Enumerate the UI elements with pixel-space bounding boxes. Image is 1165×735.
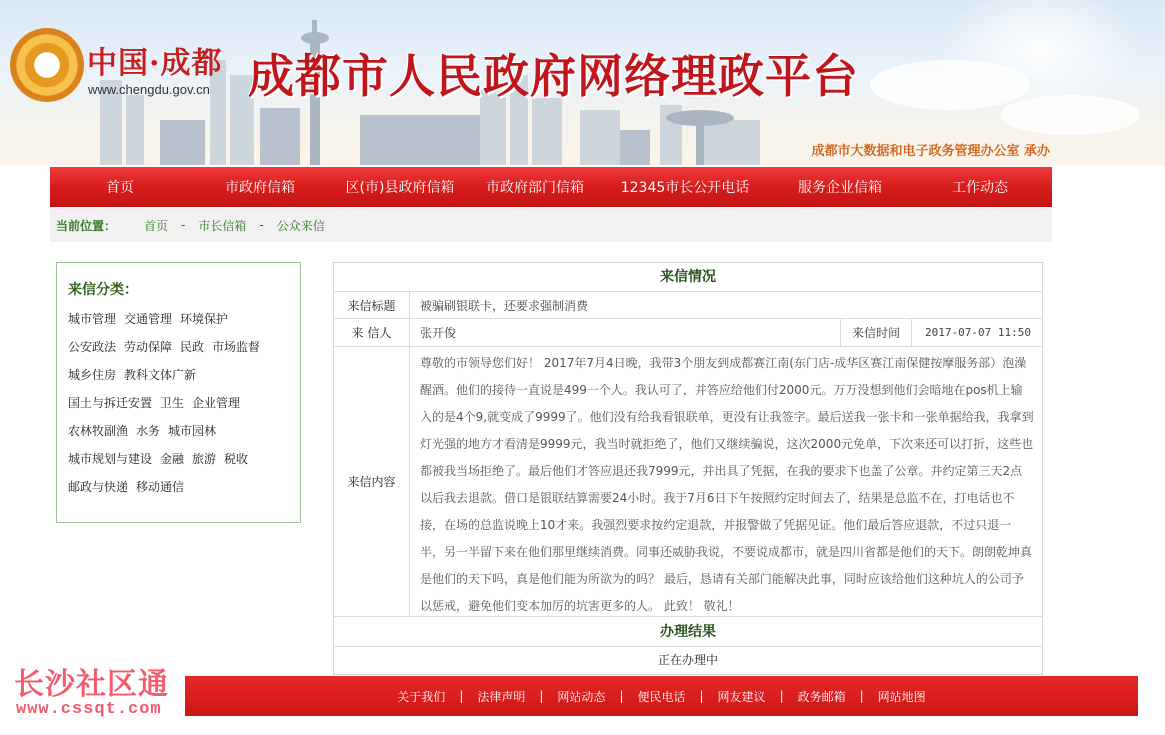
- nav-item-enterprise-mailbox[interactable]: 服务企业信箱: [798, 180, 882, 196]
- nav-item-work-news[interactable]: 工作动态: [952, 180, 1008, 196]
- nav-item-mayor-mailbox[interactable]: 市政府信箱: [225, 180, 295, 196]
- category-link[interactable]: 旅游: [192, 452, 217, 466]
- category-link[interactable]: 国土与拆迁安置: [68, 396, 153, 410]
- footer-link-news[interactable]: 网站动态: [557, 689, 606, 704]
- footer-separator: |: [779, 689, 784, 703]
- site-title: 成都市人民政府网络理政平台: [248, 49, 859, 103]
- breadcrumb: [50, 208, 1052, 242]
- time-label: 来信时间: [840, 319, 912, 346]
- sender-value: 张开俊: [420, 326, 457, 340]
- footer-link-legal[interactable]: 法律声明: [477, 689, 526, 704]
- category-link[interactable]: 交通管理: [124, 312, 173, 326]
- subject-row: [334, 292, 1042, 319]
- letter-detail-panel: [333, 262, 1043, 675]
- result-section-title: 办理结果: [334, 617, 1042, 647]
- nav-item-district-mailbox[interactable]: 区(市)县政府信箱: [345, 180, 455, 196]
- watermark-name: 长沙社区通: [14, 667, 169, 702]
- category-link[interactable]: 劳动保障: [124, 340, 173, 354]
- footer-separator: |: [539, 689, 544, 703]
- content-label: 来信内容: [334, 347, 410, 616]
- category-link[interactable]: 卫生: [160, 396, 185, 410]
- footer-separator: |: [459, 689, 464, 703]
- nav-item-home[interactable]: 首页: [106, 180, 134, 196]
- category-link[interactable]: 农林牧副渔: [68, 424, 129, 438]
- breadcrumb-home-link[interactable]: 首页: [144, 218, 169, 233]
- category-link[interactable]: 公安政法: [68, 340, 117, 354]
- category-link[interactable]: 教科文体广新: [124, 368, 197, 382]
- header-banner: [0, 0, 1165, 165]
- footer-separator: |: [619, 689, 624, 703]
- breadcrumb-label: 当前位置：: [56, 218, 117, 233]
- category-link[interactable]: 移动通信: [136, 480, 185, 494]
- letter-section-title: 来信情况: [334, 263, 1042, 292]
- breadcrumb-mayor-mailbox-link[interactable]: 市长信箱: [198, 218, 247, 233]
- footer-link-gov-email[interactable]: 政务邮箱: [797, 689, 846, 704]
- category-link[interactable]: 城市规划与建设: [68, 452, 153, 466]
- content-row: [334, 347, 1042, 617]
- nav-item-department-mailbox[interactable]: 市政府部门信箱: [486, 180, 584, 196]
- category-link[interactable]: 税收: [224, 452, 249, 466]
- footer-separator: |: [699, 689, 704, 703]
- footer-link-phone[interactable]: 便民电话: [637, 689, 686, 704]
- chengdu-logo-icon: [10, 28, 84, 102]
- breadcrumb-separator: -: [181, 218, 186, 232]
- category-link[interactable]: 水务: [136, 424, 161, 438]
- category-link[interactable]: 环境保护: [180, 312, 229, 326]
- watermark-url: www.cssqt.com: [16, 700, 162, 719]
- breadcrumb-separator: -: [259, 218, 264, 232]
- category-link[interactable]: 邮政与快递: [68, 480, 129, 494]
- organizer-text: 成都市大数据和电子政务管理办公室 承办: [811, 144, 1050, 159]
- category-link[interactable]: 市场监督: [212, 340, 261, 354]
- sender-label: 来 信人: [334, 319, 410, 346]
- sidebar-title: 来信分类：: [68, 282, 138, 298]
- time-value: 2017-07-07 11:50: [925, 326, 1031, 339]
- category-link[interactable]: 民政: [180, 340, 205, 354]
- logo-text: 中国·成都: [87, 46, 223, 81]
- sender-row: [334, 319, 1042, 347]
- category-link[interactable]: 城市管理: [68, 312, 117, 326]
- banner-cloud: [1000, 95, 1140, 135]
- logo-url: www.chengdu.gov.cn: [88, 82, 210, 97]
- footer-link-suggestions[interactable]: 网友建议: [717, 689, 766, 704]
- footer-separator: |: [859, 689, 864, 703]
- category-link[interactable]: 城市园林: [168, 424, 217, 438]
- category-link[interactable]: 城乡住房: [68, 368, 117, 382]
- footer-link-about[interactable]: 关于我们: [397, 689, 446, 704]
- subject-label: 来信标题: [334, 292, 410, 318]
- subject-value: 被骗刷银联卡，还要求强制消费: [420, 298, 589, 313]
- banner-cloud: [870, 60, 1030, 110]
- category-link[interactable]: 金融: [160, 452, 185, 466]
- letter-content: 尊敬的市领导您们好！ 2017年7月4日晚，我带3个朋友到成都赛江南(东门店-成华区赛江南保健按摩服务部）泡澡醒酒。他们的接待一直说是499一个人。我认可了，并答应给他们付2000元。万万没想到他们会暗地在pos机上输入的是4个9,就变成了9999了。他们没有给我看银联单，更没有让我签字。最后送我一张卡和一张单据给我，我拿到灯光强的地方才看清是9999元，我当时就拒绝了，他们又继续骗说，这次2000元免单，下次来还可以打折，这些也都被我当场拒绝了。最后他们才答应退还我7999元，并出具了凭据，在我的要求下也盖了公章。并约定第三天2点以后我去退款。借口是银联结算需要24小时。我于7月6日下午按照约定时间去了，结果是总监不在，打电话也不接，在场的总监说晚上10才来。我强烈要求按约定退款，并报警做了凭据见证。他们最后答应退款，不过只退一半，另一半留下来在他们那里继续消费。同事还威胁我说，不要说成都市，就是四川省都是他们的天下。朗朗乾坤真是他们的天下吗，真是他们能为所欲为的吗？ 最后，恳请有关部门能解决此事，同时应该给他们这种坑人的公司予以惩戒，避免他们变本加厉的坑害更多的人。 此致！ 敬礼！: [420, 356, 1034, 613]
- footer-bar: [185, 676, 1138, 716]
- nav-item-12345-hotline[interactable]: 12345市长公开电话: [620, 180, 750, 196]
- category-sidebar: [56, 262, 301, 523]
- main-nav: [50, 167, 1052, 207]
- breadcrumb-public-letters-link[interactable]: 公众来信: [276, 218, 325, 233]
- result-status: 正在办理中: [657, 653, 718, 667]
- category-list: [68, 305, 290, 501]
- category-link[interactable]: 企业管理: [192, 396, 241, 410]
- footer-link-sitemap[interactable]: 网站地图: [877, 689, 926, 704]
